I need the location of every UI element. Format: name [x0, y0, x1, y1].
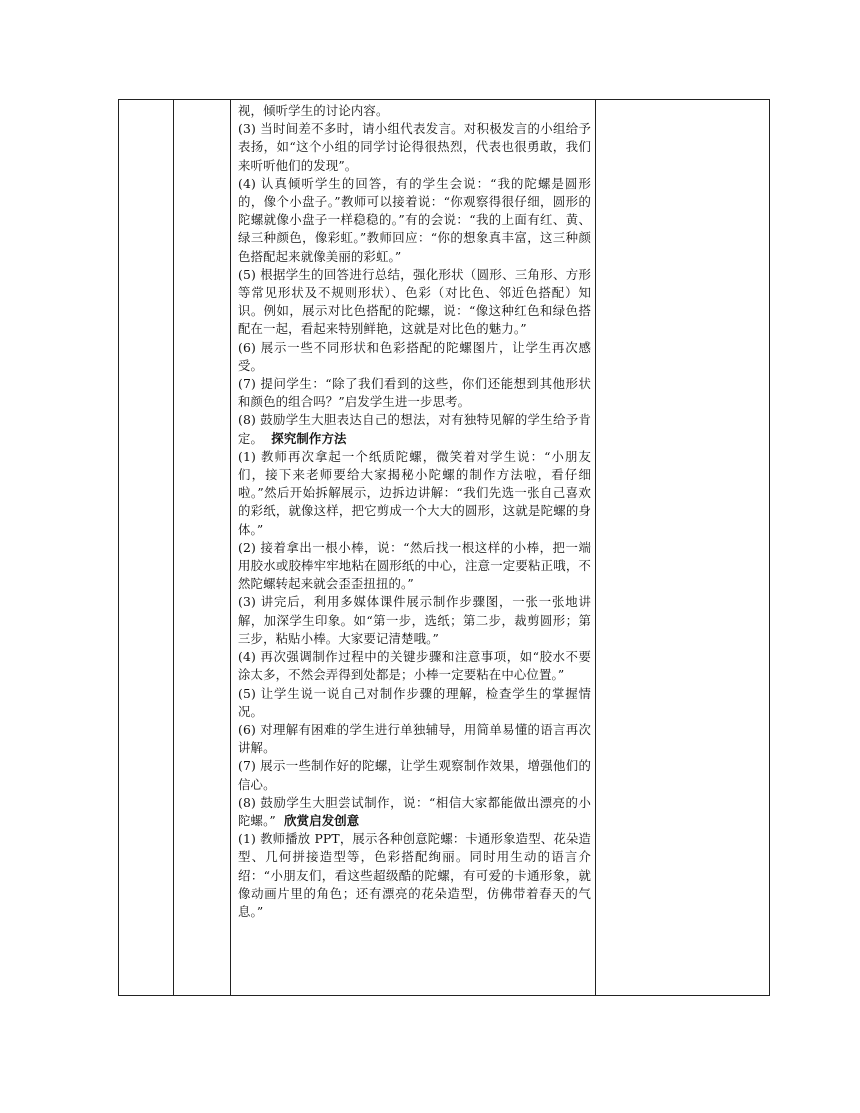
- paragraph: (7) 展示一些制作好的陀螺，让学生观察制作效果，增强他们的信心。: [238, 758, 591, 792]
- paragraph-text: (8) 鼓励学生大胆尝试制作，说：“相信大家都能做出漂亮的小陀螺。”: [238, 794, 591, 828]
- paragraph: 视，倾听学生的讨论内容。: [238, 103, 389, 118]
- teacher-activity-text: [231, 100, 595, 921]
- paragraph: (1) 教师再次拿起一个纸质陀螺，微笑着对学生说：“小朋友们，接下来老师要给大家揭秘小陀螺的制作方法啦，看仔细啦。”然后开始拆解展示，边拆边讲解：“我们先选一张自己喜欢的彩纸，就像这样，把它剪成一个大大的圆形，这就是陀螺的身体。”: [238, 448, 591, 537]
- lesson-plan-table: [118, 99, 770, 996]
- paragraph: (3) 当时间差不多时，请小组代表发言。对积极发言的小组给予表扬，如“这个小组的同学讨论得很热烈，代表也很勇敢，我们来听听他们的发现”。: [238, 121, 591, 173]
- paragraph: (5) 让学生说一说自己对制作步骤的理解，检查学生的掌握情况。: [238, 685, 591, 719]
- paragraph: (2) 接着拿出一根小棒，说：“然后找一根这样的小棒，把一端用胶水或胶棒牢牢地粘在圆形纸的中心，注意一定要粘正哦，不然陀螺转起来就会歪歪扭扭的。”: [238, 539, 591, 592]
- paragraph: (7) 提问学生：“除了我们看到的这些，你们还能想到其他形状和颜色的组合吗？”启发学生进一步思考。: [238, 376, 591, 410]
- paragraph: (6) 展示一些不同形状和色彩搭配的陀螺图片，让学生再次感受。: [238, 339, 591, 373]
- paragraph: (4) 认真倾听学生的回答，有的学生会说：“我的陀螺是圆形的，像个小盘子。”教师可以接着说：“你观察得很仔细，圆形的陀螺就像小盘子一样稳稳的。”有的会说：“我的上面有红、黄、绿三种颜色，像彩虹。”教师回应：“你的想象真丰富，这三种颜色搭配起来就像美丽的彩虹。”: [238, 175, 591, 264]
- paragraph-text: (8) 鼓励学生大胆表达自己的想法，对有独特见解的学生给予肯定。: [238, 412, 591, 446]
- table-cell-teacher-activity: [231, 100, 596, 996]
- paragraph: (3) 讲完后，利用多媒体课件展示制作步骤图，一张一张地讲解，加深学生印象。如“第一步，选纸；第二步，裁剪圆形；第三步，粘贴小棒。大家要记清楚哦。”: [238, 594, 591, 646]
- paragraph: [238, 794, 591, 830]
- paragraph: [238, 411, 591, 447]
- section-heading: 探究制作方法: [271, 430, 347, 446]
- paragraph: (5) 根据学生的回答进行总结，强化形状（圆形、三角形、方形等常见形状及不规则形状）、色彩（对比色、邻近色搭配）知识。例如，展示对比色搭配的陀螺，说：“像这种红色和绿色搭配在一起，看起来特别鲜艳，这就是对比色的魅力。”: [238, 266, 591, 337]
- table-cell-stage: [119, 100, 174, 996]
- section-heading: 欣赏启发创意: [284, 812, 360, 828]
- paragraph: (4) 再次强调制作过程中的关键步骤和注意事项，如“胶水不要涂太多，不然会弄得到处都是；小棒一定要粘在中心位置。”: [238, 649, 591, 683]
- paragraph: (1) 教师播放 PPT，展示各种创意陀螺：卡通形象造型、花朵造型、几何拼接造型等，色彩搭配绚丽。同时用生动的语言介绍：“小朋友们，看这些超级酷的陀螺，有可爱的卡通形象，就像动画片里的角色；还有漂亮的花朵造型，仿佛带着春天的气息。”: [238, 831, 591, 919]
- table-row: [119, 100, 770, 996]
- table-cell-label: [174, 100, 231, 996]
- table-cell-student-activity: [596, 100, 770, 996]
- paragraph: (6) 对理解有困难的学生进行单独辅导，用简单易懂的语言再次讲解。: [238, 721, 591, 756]
